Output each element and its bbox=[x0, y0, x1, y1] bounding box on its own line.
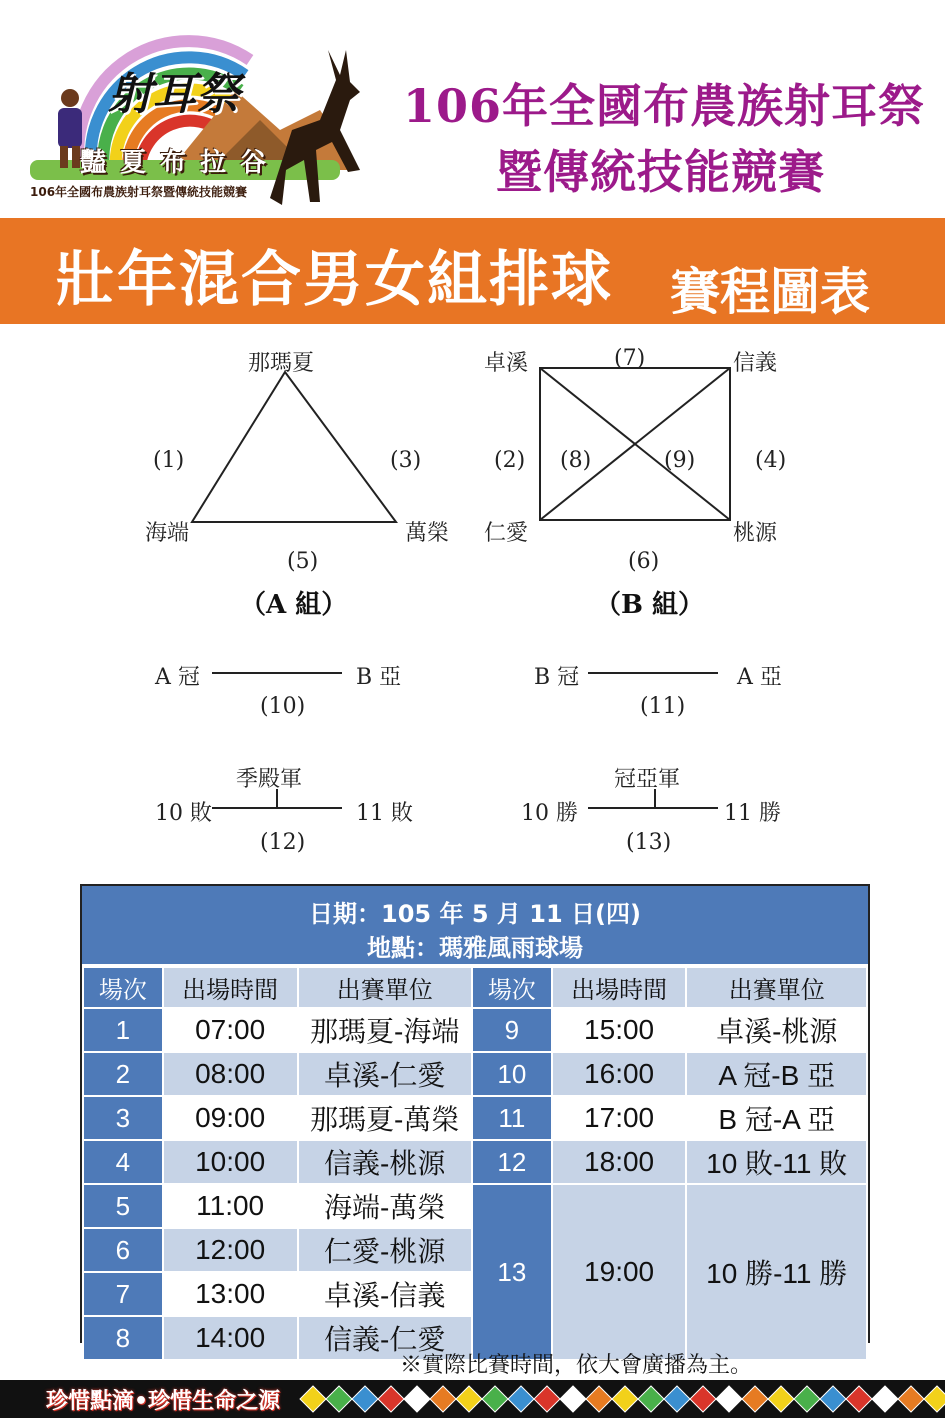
group-a-triangle bbox=[192, 372, 396, 522]
match-13-left: 10 勝 bbox=[521, 801, 578, 826]
group-b-team: 桃源 bbox=[733, 521, 778, 546]
group-a-match: (3) bbox=[390, 448, 422, 473]
table-row bbox=[83, 1140, 867, 1184]
match-time: 12:00 bbox=[163, 1228, 298, 1272]
match-time: 07:00 bbox=[163, 1008, 298, 1052]
match-time: 14:00 bbox=[163, 1316, 298, 1360]
match-time: 11:00 bbox=[163, 1184, 298, 1228]
match-12-title: 季殿軍 bbox=[236, 767, 303, 792]
match-teams: 10 敗-11 敗 bbox=[686, 1140, 867, 1184]
footer-diamond bbox=[690, 1386, 716, 1412]
match-number: 4 bbox=[83, 1140, 163, 1184]
match-time: 09:00 bbox=[163, 1096, 298, 1140]
schedule-table bbox=[80, 884, 870, 1355]
footer-diamond bbox=[898, 1386, 924, 1412]
event-title-line1: 106年全國布農族射耳祭 bbox=[402, 79, 925, 133]
footer-diamond bbox=[716, 1386, 742, 1412]
footer-diamond bbox=[664, 1386, 690, 1412]
match-teams: 信義-仁愛 bbox=[298, 1316, 472, 1360]
footer-diamond bbox=[300, 1386, 326, 1412]
match-10-right: B 亞 bbox=[356, 665, 402, 690]
match-number: 7 bbox=[83, 1272, 163, 1316]
schedule-header bbox=[82, 886, 868, 964]
footer-diamond bbox=[794, 1386, 820, 1412]
footer-diamond bbox=[924, 1386, 945, 1412]
match-time: 18:00 bbox=[552, 1140, 687, 1184]
group-b-team: 仁愛 bbox=[484, 521, 529, 546]
group-a-match: (5) bbox=[287, 549, 319, 574]
match-10-number: (10) bbox=[260, 694, 306, 719]
match-teams: 信義-桃源 bbox=[298, 1140, 472, 1184]
footer-diamond bbox=[612, 1386, 638, 1412]
banner-title: 壯年混合男女組排球 bbox=[55, 245, 613, 315]
match-teams: 那瑪夏-海端 bbox=[298, 1008, 472, 1052]
match-number: 2 bbox=[83, 1052, 163, 1096]
footer-diamond bbox=[742, 1386, 768, 1412]
match-11-number: (11) bbox=[640, 694, 686, 719]
schedule-date: 日期：105 年 5 月 11 日(四) bbox=[309, 900, 641, 928]
match-number: 10 bbox=[472, 1052, 552, 1096]
match-10-left: A 冠 bbox=[155, 665, 200, 690]
match-teams: B 冠-A 亞 bbox=[686, 1096, 867, 1140]
footer-diamond bbox=[534, 1386, 560, 1412]
group-b-match: (2) bbox=[494, 448, 526, 473]
match-teams: 10 勝-11 勝 bbox=[686, 1184, 867, 1360]
group-b-match: (8) bbox=[560, 448, 592, 473]
match-11-right: A 亞 bbox=[737, 665, 782, 690]
match-teams: 仁愛-桃源 bbox=[298, 1228, 472, 1272]
column-header: 出賽單位 bbox=[686, 967, 867, 1008]
footer-diamond bbox=[638, 1386, 664, 1412]
table-row bbox=[83, 1008, 867, 1052]
match-teams: A 冠-B 亞 bbox=[686, 1052, 867, 1096]
match-time: 08:00 bbox=[163, 1052, 298, 1096]
match-number: 13 bbox=[472, 1184, 552, 1360]
banner-subtitle: 賽程圖表 bbox=[670, 263, 870, 321]
match-number: 3 bbox=[83, 1096, 163, 1140]
footer-diamond bbox=[508, 1386, 534, 1412]
match-number: 9 bbox=[472, 1008, 552, 1052]
match-time: 16:00 bbox=[552, 1052, 687, 1096]
footer-diamond bbox=[326, 1386, 352, 1412]
column-header: 出場時間 bbox=[163, 967, 298, 1008]
table-row bbox=[83, 1052, 867, 1096]
match-teams: 卓溪-桃源 bbox=[686, 1008, 867, 1052]
column-header: 場次 bbox=[83, 967, 163, 1008]
match-teams: 卓溪-信義 bbox=[298, 1272, 472, 1316]
table-header-row bbox=[83, 967, 867, 1008]
match-13-title: 冠亞軍 bbox=[614, 767, 681, 792]
match-time: 17:00 bbox=[552, 1096, 687, 1140]
match-number: 1 bbox=[83, 1008, 163, 1052]
match-12-right: 11 敗 bbox=[356, 801, 413, 826]
event-title-line2: 暨傳統技能競賽 bbox=[496, 145, 825, 199]
match-number: 6 bbox=[83, 1228, 163, 1272]
column-header: 出場時間 bbox=[552, 967, 687, 1008]
match-teams: 那瑪夏-萬榮 bbox=[298, 1096, 472, 1140]
match-time: 10:00 bbox=[163, 1140, 298, 1184]
group-a-match: (1) bbox=[153, 448, 185, 473]
match-11-left: B 冠 bbox=[534, 665, 580, 690]
group-b-team: 信義 bbox=[733, 351, 778, 376]
logo-name: 豔夏布拉谷 bbox=[80, 148, 281, 178]
column-header: 場次 bbox=[472, 967, 552, 1008]
match-time: 15:00 bbox=[552, 1008, 687, 1052]
group-a-team: 萬榮 bbox=[405, 521, 450, 546]
group-b-label: （B 組） bbox=[595, 590, 705, 620]
logo-title: 射耳祭 bbox=[108, 69, 240, 120]
footer-diamond bbox=[586, 1386, 612, 1412]
match-teams: 海端-萬榮 bbox=[298, 1184, 472, 1228]
footer-diamond bbox=[456, 1386, 482, 1412]
footer-diamond bbox=[404, 1386, 430, 1412]
column-header: 出賽單位 bbox=[298, 967, 472, 1008]
group-b-match: (9) bbox=[664, 448, 696, 473]
schedule-grid bbox=[82, 966, 868, 1361]
footer-diamond bbox=[352, 1386, 378, 1412]
group-b-match: (6) bbox=[628, 549, 660, 574]
match-12-left: 10 敗 bbox=[155, 801, 212, 826]
group-b-match: (7) bbox=[614, 346, 646, 371]
footer-diamond bbox=[378, 1386, 404, 1412]
footer-diamond bbox=[872, 1386, 898, 1412]
schedule-venue: 地點：瑪雅風雨球場 bbox=[367, 934, 583, 962]
match-number: 11 bbox=[472, 1096, 552, 1140]
match-13-number: (13) bbox=[626, 830, 672, 855]
group-a-label: （A 組） bbox=[240, 590, 348, 620]
match-number: 8 bbox=[83, 1316, 163, 1360]
footer-diamond bbox=[560, 1386, 586, 1412]
logo-subtitle: 106年全國布農族射耳祭暨傳統技能競賽 bbox=[30, 185, 248, 199]
group-a-team: 那瑪夏 bbox=[248, 351, 315, 376]
match-number: 12 bbox=[472, 1140, 552, 1184]
group-b-team: 卓溪 bbox=[484, 351, 529, 376]
match-13-right: 11 勝 bbox=[724, 801, 781, 826]
footer-diamond bbox=[768, 1386, 794, 1412]
match-12-number: (12) bbox=[260, 830, 306, 855]
group-b-match: (4) bbox=[755, 448, 787, 473]
match-number: 5 bbox=[83, 1184, 163, 1228]
schedule-note: ※實際比賽時間，依大會廣播為主。 bbox=[400, 1353, 753, 1378]
match-time: 19:00 bbox=[552, 1184, 687, 1360]
group-a-team: 海端 bbox=[145, 521, 190, 546]
table-row bbox=[83, 1096, 867, 1140]
footer-diamond bbox=[430, 1386, 456, 1412]
match-time: 13:00 bbox=[163, 1272, 298, 1316]
footer-diamond bbox=[846, 1386, 872, 1412]
footer-diamond bbox=[820, 1386, 846, 1412]
footer-slogan: 珍惜點滴•珍惜生命之源 bbox=[46, 1389, 281, 1414]
footer-diamond bbox=[482, 1386, 508, 1412]
table-row bbox=[83, 1184, 867, 1228]
match-teams: 卓溪-仁愛 bbox=[298, 1052, 472, 1096]
